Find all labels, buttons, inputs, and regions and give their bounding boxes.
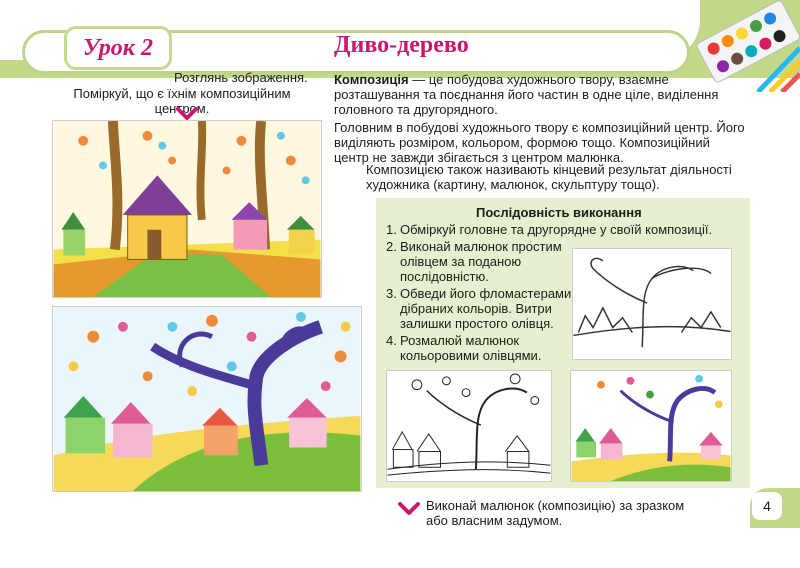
composition-term: Композиція <box>334 72 409 87</box>
sketch-step-colored <box>570 370 732 482</box>
chevron-down-icon <box>398 502 420 516</box>
composition-definition <box>334 72 748 117</box>
intro-line-1: Розглянь зображення. <box>174 70 308 85</box>
composition-also-text: Композицією також називають кінцевий результат діяльності художника (картину, малюнок, скульптуру тощо). <box>366 162 732 192</box>
chevron-down-icon <box>176 107 198 121</box>
lesson-label: Урок 2 <box>83 34 153 61</box>
step-item: 2. Виконай малюнок простим олівцем за поданою послідовністю. <box>386 239 562 284</box>
sketch-step-lined <box>386 370 552 482</box>
page-title: Диво-дерево <box>334 32 469 58</box>
composition-definition-text: — це побудова художнього твору, взаємне розташування та поєднання його частин в одне ціле, виділення головного та другорядного. <box>334 72 719 117</box>
steps-title: Послідовність виконання <box>476 205 642 220</box>
composition-center-text: Головним в побудові художнього твору є композиційний центр. Його виділяють розміром, кольором, формою тощо. Композиційний центр не завжди збігається з центром малюнка. <box>334 120 745 165</box>
lesson-tab <box>64 26 172 70</box>
step-item: 1. Обміркуй головне та другорядне у своїй композиції. <box>386 222 713 237</box>
houses-trees-drawing <box>52 120 322 298</box>
page-number: 4 <box>752 492 782 520</box>
intro-line-2: Поміркуй, що є їхнім композиційним центром. <box>73 86 291 116</box>
step-item: 3. Обведи його фломастерами дібраних кольорів. Витри залишки простого олівця. <box>386 286 572 331</box>
wonder-tree-drawing <box>52 306 362 492</box>
task-text: Виконай малюнок (композицію) за зразком або власним задумом. <box>426 498 685 528</box>
step-item: 4. Розмалюй малюнок кольоровими олівцями. <box>386 333 542 363</box>
sketch-step-outline <box>572 248 732 360</box>
